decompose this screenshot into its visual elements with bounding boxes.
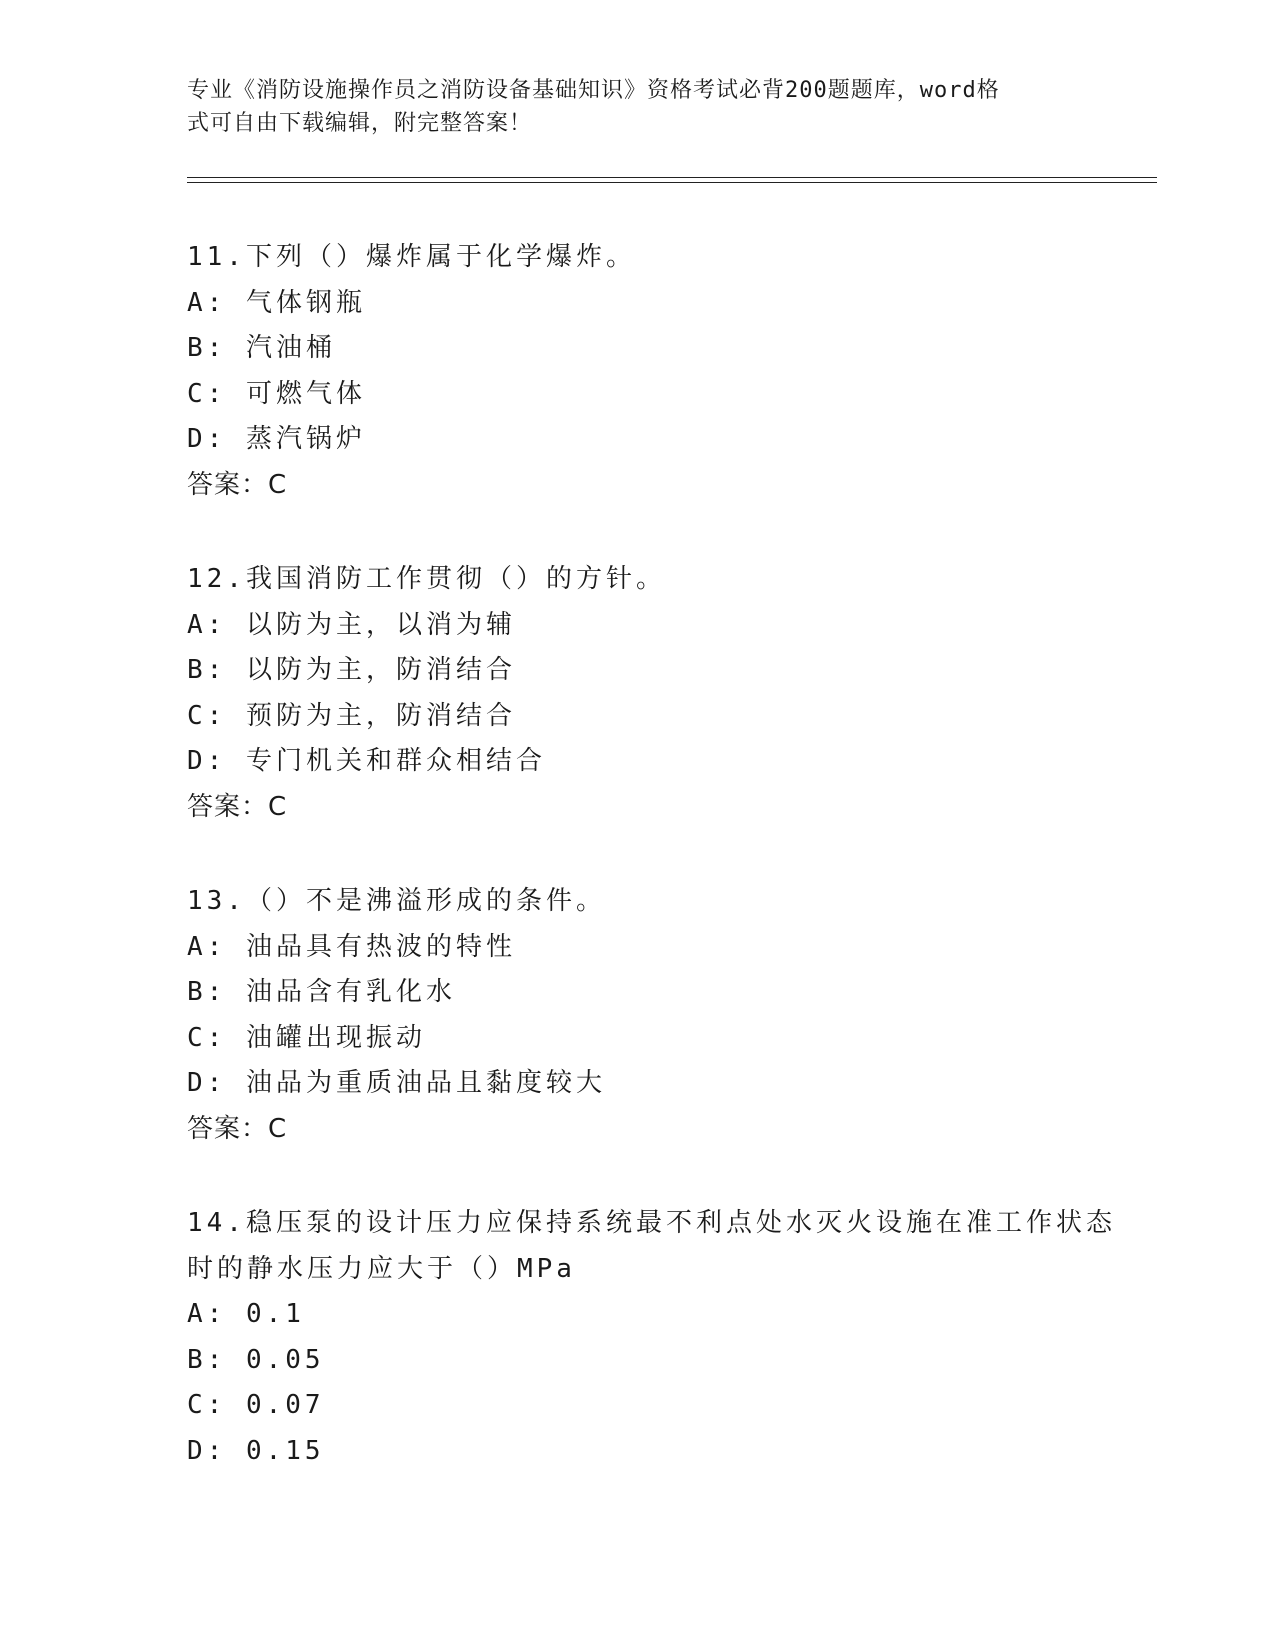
- answer-line: 答案：C: [187, 1113, 288, 1144]
- question-stem-line-2: 时的静水压力应大于（）MPa: [187, 1253, 576, 1284]
- answer-line: 答案：C: [187, 791, 288, 822]
- answer-line: 答案：C: [187, 469, 288, 500]
- option-c: C: 0.07: [187, 1390, 325, 1420]
- option-c: C: 预防为主，防消结合: [187, 700, 516, 731]
- header-line-2: 式可自由下载编辑，附完整答案！: [187, 111, 533, 136]
- option-a: A: 以防为主，以消为辅: [187, 609, 516, 640]
- question-stem: 12.我国消防工作贯彻（）的方针。: [187, 564, 666, 594]
- question-13: [187, 879, 1087, 1152]
- option-c: C: 油罐出现振动: [187, 1022, 426, 1053]
- option-b: B: 汽油桶: [187, 333, 336, 363]
- option-a: A: 0.1: [187, 1299, 305, 1329]
- question-14: [187, 1201, 1116, 1474]
- header-line-1: 专业《消防设施操作员之消防设备基础知识》资格考试必背200题题库，word格: [187, 78, 1000, 103]
- question-12: [187, 557, 1087, 830]
- option-d: D: 油品为重质油品且黏度较大: [187, 1068, 606, 1098]
- option-d: D: 0.15: [187, 1435, 325, 1466]
- header-divider-top: [187, 177, 1157, 178]
- option-d: D: 蒸汽锅炉: [187, 424, 366, 454]
- header-divider-bottom: [187, 182, 1157, 183]
- question-stem: 11.下列（）爆炸属于化学爆炸。: [187, 242, 636, 272]
- option-b: B: 油品含有乳化水: [187, 977, 456, 1007]
- option-a: A: 油品具有热波的特性: [187, 931, 516, 962]
- question-list: [187, 235, 1116, 1523]
- question-stem-line-1: 14.稳压泵的设计压力应保持系统最不利点处水灭火设施在准工作状态: [187, 1208, 1116, 1238]
- option-b: B: 以防为主，防消结合: [187, 655, 516, 685]
- question-stem: 13.（）不是沸溢形成的条件。: [187, 886, 606, 916]
- document-header: [187, 74, 1067, 140]
- option-c: C: 可燃气体: [187, 378, 366, 409]
- option-a: A: 气体钢瓶: [187, 287, 366, 318]
- option-b: B: 0.05: [187, 1344, 325, 1375]
- option-d: D: 专门机关和群众相结合: [187, 746, 546, 776]
- question-11: [187, 235, 1087, 508]
